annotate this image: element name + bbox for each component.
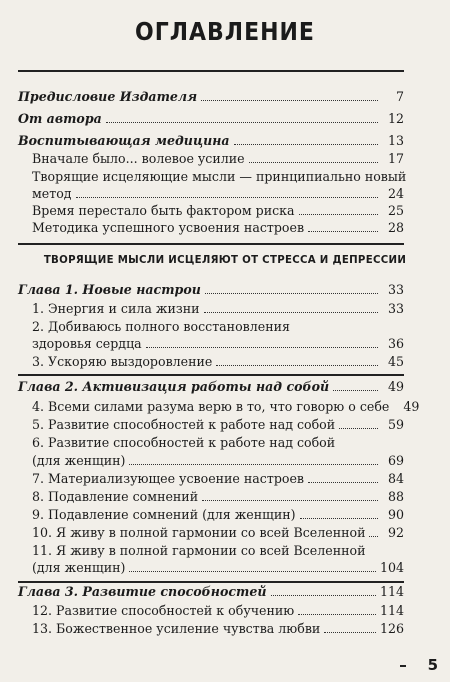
- toc-page: 25: [387, 203, 404, 218]
- toc-entry-line1: 11. Я живу в полной гармонии со всей Вселенной: [32, 543, 366, 558]
- toc-chapter-1[interactable]: [18, 281, 404, 298]
- toc-label: Глава 1. Новые настрои: [18, 282, 201, 297]
- leader-dots: [129, 570, 375, 572]
- chapter-divider: [18, 374, 404, 376]
- leader-dots: [249, 161, 378, 163]
- leader-dots: [216, 364, 378, 366]
- toc-entry-preface[interactable]: [18, 88, 404, 105]
- page-title: ОГЛАВЛЕНИЕ: [135, 18, 315, 47]
- leader-dots: [300, 517, 378, 519]
- toc-entry-medicine[interactable]: [18, 132, 404, 149]
- leader-dots: [333, 389, 378, 391]
- toc-label: 3. Ускоряю выздоровление: [32, 354, 213, 369]
- toc-label: 10. Я живу в полной гармонии со всей Вселенной: [32, 525, 366, 540]
- toc-page: 126: [379, 621, 404, 636]
- leader-dots: [204, 311, 379, 313]
- toc-page: 7: [395, 89, 404, 104]
- toc-label: (для женщин): [32, 453, 126, 468]
- toc-page: 12: [387, 111, 404, 126]
- toc-chapter-3[interactable]: [18, 583, 404, 600]
- section-title: ТВОРЯЩИЕ МЫСЛИ ИСЦЕЛЯЮТ ОТ СТРЕССА И ДЕПРЕССИИ: [43, 255, 407, 266]
- toc-label: Вначале было... волевое усилие: [32, 151, 245, 166]
- toc-page: 33: [387, 301, 404, 316]
- toc-label: (для женщин): [32, 560, 126, 575]
- toc-label: здоровья сердца: [32, 336, 142, 351]
- leader-dots: [308, 481, 378, 483]
- leader-dots: [324, 631, 376, 633]
- toc-label: Методика успешного усвоения настроев: [32, 220, 305, 235]
- toc-page: 24: [387, 186, 404, 201]
- toc-page: 59: [387, 417, 404, 432]
- leader-dots: [339, 427, 378, 429]
- toc-entry-line1: Творящие исцеляющие мысли — принципиально новый: [32, 169, 407, 184]
- toc-entry[interactable]: [32, 185, 404, 202]
- toc-label: метод: [32, 186, 72, 201]
- toc-entry[interactable]: [32, 219, 404, 236]
- leader-dots: [234, 143, 378, 145]
- toc-chapter-2[interactable]: [18, 378, 404, 395]
- leader-dots: [129, 463, 378, 465]
- toc-page: 49: [387, 379, 404, 394]
- toc-page: 90: [387, 507, 404, 522]
- section-divider: [18, 243, 404, 245]
- toc-label: Глава 3. Развитие способностей: [18, 584, 267, 599]
- toc-label: Глава 2. Активизация работы над собой: [18, 379, 330, 394]
- toc-entry[interactable]: [32, 398, 420, 415]
- toc-entry[interactable]: [32, 470, 404, 487]
- leader-dots: [202, 499, 378, 501]
- toc-label: Воспитывающая медицина: [18, 133, 230, 148]
- top-divider: [18, 70, 404, 72]
- toc-entry-line1: 6. Развитие способностей к работе над собой: [32, 435, 336, 450]
- toc-entry[interactable]: [32, 602, 404, 619]
- page-number: 5: [427, 656, 438, 674]
- toc-entry[interactable]: [32, 524, 404, 541]
- toc-entry[interactable]: [32, 506, 404, 523]
- toc-entry[interactable]: [32, 353, 404, 370]
- toc-page: 104: [379, 560, 404, 575]
- toc-page: 84: [387, 471, 404, 486]
- toc-entry[interactable]: [32, 620, 404, 637]
- toc-label: 12. Развитие способностей к обучению: [32, 603, 295, 618]
- toc-page: 45: [387, 354, 404, 369]
- toc-entry[interactable]: [32, 202, 404, 219]
- toc-label: От автора: [18, 111, 102, 126]
- leader-dots: [299, 213, 378, 215]
- toc-page: 69: [387, 453, 404, 468]
- toc-entry-line1: 2. Добиваюсь полного восстановления: [32, 319, 290, 334]
- leader-dots: [298, 613, 376, 615]
- toc-page: 17: [387, 151, 404, 166]
- toc-label: 5. Развитие способностей к работе над собой: [32, 417, 336, 432]
- toc-page: 114: [379, 603, 404, 618]
- toc-label: 9. Подавление сомнений (для женщин): [32, 507, 296, 522]
- leader-dots: [76, 196, 378, 198]
- leader-dots: [106, 121, 378, 123]
- leader-dots: [271, 594, 376, 596]
- toc-label: 8. Подавление сомнений: [32, 489, 199, 504]
- toc-label: Предисловие Издателя: [18, 89, 198, 104]
- leader-dots: [201, 99, 378, 101]
- toc-label: 4. Всеми силами разума верю в то, что говорю о себе: [32, 399, 390, 414]
- toc-page: 33: [387, 282, 404, 297]
- toc-entry[interactable]: [32, 335, 404, 352]
- leader-dots: [369, 535, 378, 537]
- leader-dots: [205, 292, 378, 294]
- toc-label: Время перестало быть фактором риска: [32, 203, 295, 218]
- toc-entry[interactable]: [32, 150, 404, 167]
- toc-entry[interactable]: [32, 416, 404, 433]
- toc-page: 92: [387, 525, 404, 540]
- toc-entry[interactable]: [32, 452, 404, 469]
- toc-page: 114: [379, 584, 404, 599]
- toc-entry-author[interactable]: [18, 110, 404, 127]
- toc-label: 7. Материализующее усвоение настроев: [32, 471, 305, 486]
- toc-label: 13. Божественное усиление чувства любви: [32, 621, 321, 636]
- page-marker-line: [400, 665, 406, 667]
- toc-entry[interactable]: [32, 559, 404, 576]
- toc-page: 88: [387, 489, 404, 504]
- leader-dots: [146, 346, 378, 348]
- toc-page: 13: [387, 133, 404, 148]
- toc-label: 1. Энергия и сила жизни: [32, 301, 200, 316]
- leader-dots: [308, 230, 378, 232]
- toc-entry[interactable]: [32, 300, 404, 317]
- toc-page: 49: [403, 399, 420, 414]
- toc-entry[interactable]: [32, 488, 404, 505]
- toc-page: 28: [387, 220, 404, 235]
- toc-page: 36: [387, 336, 404, 351]
